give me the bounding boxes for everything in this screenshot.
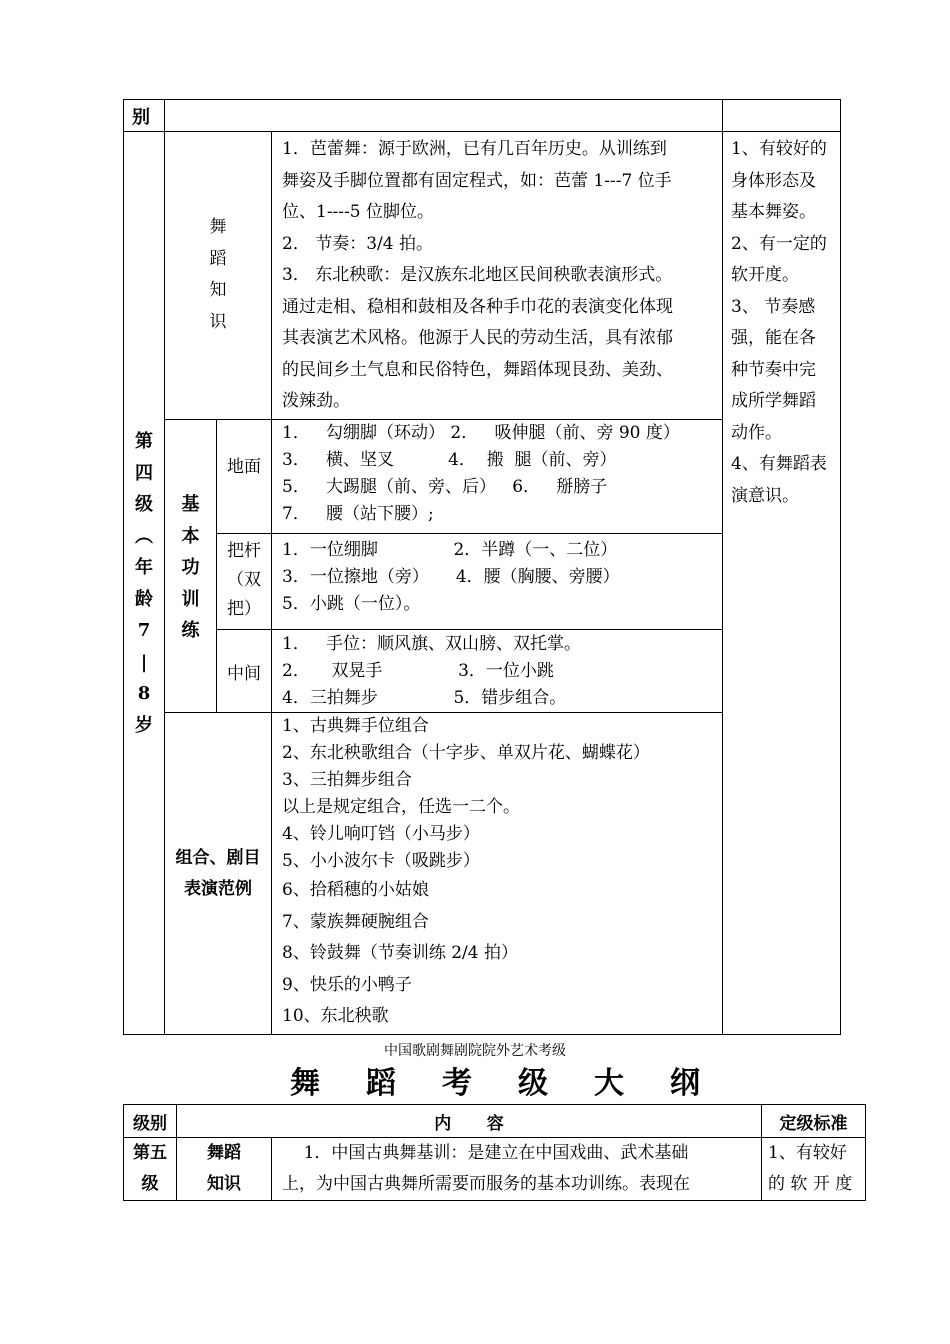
text-line: 1．一位绷脚 2．半蹲（一、二位） <box>282 540 618 560</box>
standard-cell <box>723 132 841 1035</box>
syllabus-title: 舞蹈考级大纲 <box>290 1066 746 1101</box>
list-item: 5、小小波尔卡（吸跳步） <box>282 851 480 871</box>
col-header-standard: 定级标准 <box>762 1105 866 1138</box>
organizer-line: 中国歌剧舞剧院院外艺术考级 <box>384 1043 566 1059</box>
standard-line: 3、 节奏感 <box>731 296 816 317</box>
level-5-standard <box>762 1138 866 1201</box>
standard-line: 软开度。 <box>731 265 800 285</box>
standard-line: 基本舞姿。 <box>731 202 817 222</box>
level-char: ︵ <box>135 525 153 547</box>
label-line: 把杆 <box>227 541 261 561</box>
label-line: 把） <box>227 599 261 619</box>
level-char: 级 <box>135 494 153 515</box>
standard-line: 4、有舞蹈表 <box>731 454 827 474</box>
list-item: 6、拾稻穗的小姑娘 <box>282 880 429 900</box>
level-line: 级 <box>141 1174 159 1194</box>
label-char: 练 <box>181 620 200 641</box>
list-item: 9、快乐的小鸭子 <box>282 974 412 995</box>
level-label <box>124 132 164 741</box>
standard-line: 1、有较好 <box>768 1143 847 1163</box>
text-line: 1． 勾绷脚（环动） 2． 吸伸腿（前、旁 90 度） <box>282 423 680 443</box>
list-item: 7、蒙族舞硬腕组合 <box>282 911 429 932</box>
label-char: 功 <box>181 557 200 578</box>
label-char: 本 <box>181 525 200 547</box>
grading-table-level-5 <box>123 1104 866 1201</box>
center-content <box>272 630 723 713</box>
col-header-content: 内 容 <box>177 1105 762 1138</box>
standard-line: 种节奏中完 <box>731 359 817 380</box>
basic-training-label-cell <box>165 420 217 713</box>
standard-line: 1、有较好的 <box>731 139 827 159</box>
level-char: 四 <box>135 462 153 484</box>
text-line: 5．小跳（一位）。 <box>282 594 421 614</box>
text-line: 7． 腰（站下腰）; <box>282 504 434 524</box>
col-header-level: 级别 <box>124 1105 177 1138</box>
label-char: 基 <box>181 494 200 515</box>
standard-line: 身体形态及 <box>731 170 817 191</box>
level-char: 年 <box>135 557 153 578</box>
text-line: 1． 手位：顺风旗、双山膀、双托掌。 <box>282 634 582 654</box>
standard-line: 成所学舞蹈 <box>731 391 817 411</box>
text-line: 泼辣劲。 <box>282 391 350 411</box>
text-line: 1．中国古典舞基训：是建立在中国戏曲、武术基础 <box>282 1143 689 1163</box>
combination-label <box>165 843 271 905</box>
label-char: 舞 <box>209 217 227 237</box>
text-line: 2． 节奏：3/4 拍。 <box>282 233 433 254</box>
center-label: 中间 <box>217 630 272 713</box>
label-line: （双 <box>227 570 261 590</box>
standard-line: 演意识。 <box>731 485 800 506</box>
grading-table-level-4 <box>123 99 841 1035</box>
level-char: 7 <box>137 620 151 641</box>
text-line: 4．三拍舞步 5．错步组合。 <box>282 688 567 708</box>
level-line: 第五 <box>133 1143 167 1163</box>
level-5-category <box>177 1138 272 1201</box>
level-char: 8 <box>137 683 151 704</box>
header-content-blank <box>165 100 723 132</box>
level-char: 第 <box>135 431 153 452</box>
label-char: 知 <box>209 280 227 300</box>
text-line: 舞姿及手脚位置都有固定程式，如：芭蕾 1---7 位手 <box>282 170 672 191</box>
list-item: 8、铃鼓舞（节奏训练 2/4 拍） <box>282 943 518 963</box>
label-line: 表演范例 <box>184 878 252 899</box>
category-line: 舞蹈 <box>207 1143 241 1163</box>
text-line: 3． 东北秧歌：是汉族东北地区民间秧歌表演形式。 <box>282 265 673 285</box>
text-line: 2． 双晃手 3．一位小跳 <box>282 661 554 681</box>
combination-content <box>272 713 723 1035</box>
text-line: 上，为中国古典舞所需要而服务的基本功训练。表现在 <box>282 1174 690 1194</box>
dance-knowledge-content <box>272 132 723 420</box>
label-char: 训 <box>181 588 200 610</box>
basic-training-label <box>165 420 216 647</box>
level-char: | <box>140 651 148 673</box>
standard-line: 强，能在各 <box>731 328 817 348</box>
level-4-cell <box>124 132 165 1035</box>
floor-content <box>272 420 723 534</box>
list-item: 4、铃儿响叮铛（小马步） <box>282 824 480 844</box>
label-char: 蹈 <box>209 248 227 269</box>
list-item: 3、三拍舞步组合 <box>282 770 412 790</box>
header-standard-blank <box>723 100 841 132</box>
label-char: 识 <box>209 311 227 332</box>
text-line: 1．芭蕾舞：源于欧洲，已有几百年历史。从训练到 <box>282 139 667 159</box>
combination-label-cell <box>165 713 272 1035</box>
category-line: 知识 <box>207 1174 241 1194</box>
list-item: 1、古典舞手位组合 <box>282 716 429 736</box>
standard-line: 2、有一定的 <box>731 233 827 254</box>
standard-line: 动作。 <box>731 422 783 443</box>
level-5-content <box>272 1138 762 1201</box>
level-char: 龄 <box>135 588 153 610</box>
standard-line: 的 软 开 度 <box>768 1174 853 1194</box>
label-line: 组合、剧目 <box>175 847 261 868</box>
floor-label: 地面 <box>217 420 272 534</box>
level-char: 岁 <box>135 714 153 736</box>
level-5-cell <box>124 1138 177 1201</box>
barre-label <box>217 534 271 624</box>
barre-label-cell <box>217 534 272 630</box>
text-line: 位、1----5 位脚位。 <box>282 202 435 222</box>
list-item: 10、东北秧歌 <box>282 1006 389 1026</box>
text-line: 其表演艺术风格。他源于人民的劳动生活，具有浓郁 <box>282 328 673 348</box>
text-line: 5． 大踢腿（前、旁、后） 6． 掰膀子 <box>282 477 608 497</box>
header-level-fragment: 别 <box>124 100 165 132</box>
text-line: 的民间乡土气息和民俗特色，舞蹈体现艮劲、美劲、 <box>282 359 673 380</box>
dance-knowledge-label-cell <box>165 132 272 420</box>
dance-knowledge-label <box>165 132 271 338</box>
text-line: 3． 横、坚叉 4． 搬 腿（前、旁） <box>282 450 617 470</box>
barre-content <box>272 534 723 630</box>
list-item: 以上是规定组合，任选一二个。 <box>282 797 520 817</box>
text-line: 3．一位擦地（旁） 4．腰（胸腰、旁腰） <box>282 567 620 587</box>
text-line: 通过走相、稳相和鼓相及各种手巾花的表演变化体现 <box>282 296 673 317</box>
list-item: 2、东北秧歌组合（十字步、单双片花、蝴蝶花） <box>282 743 650 763</box>
